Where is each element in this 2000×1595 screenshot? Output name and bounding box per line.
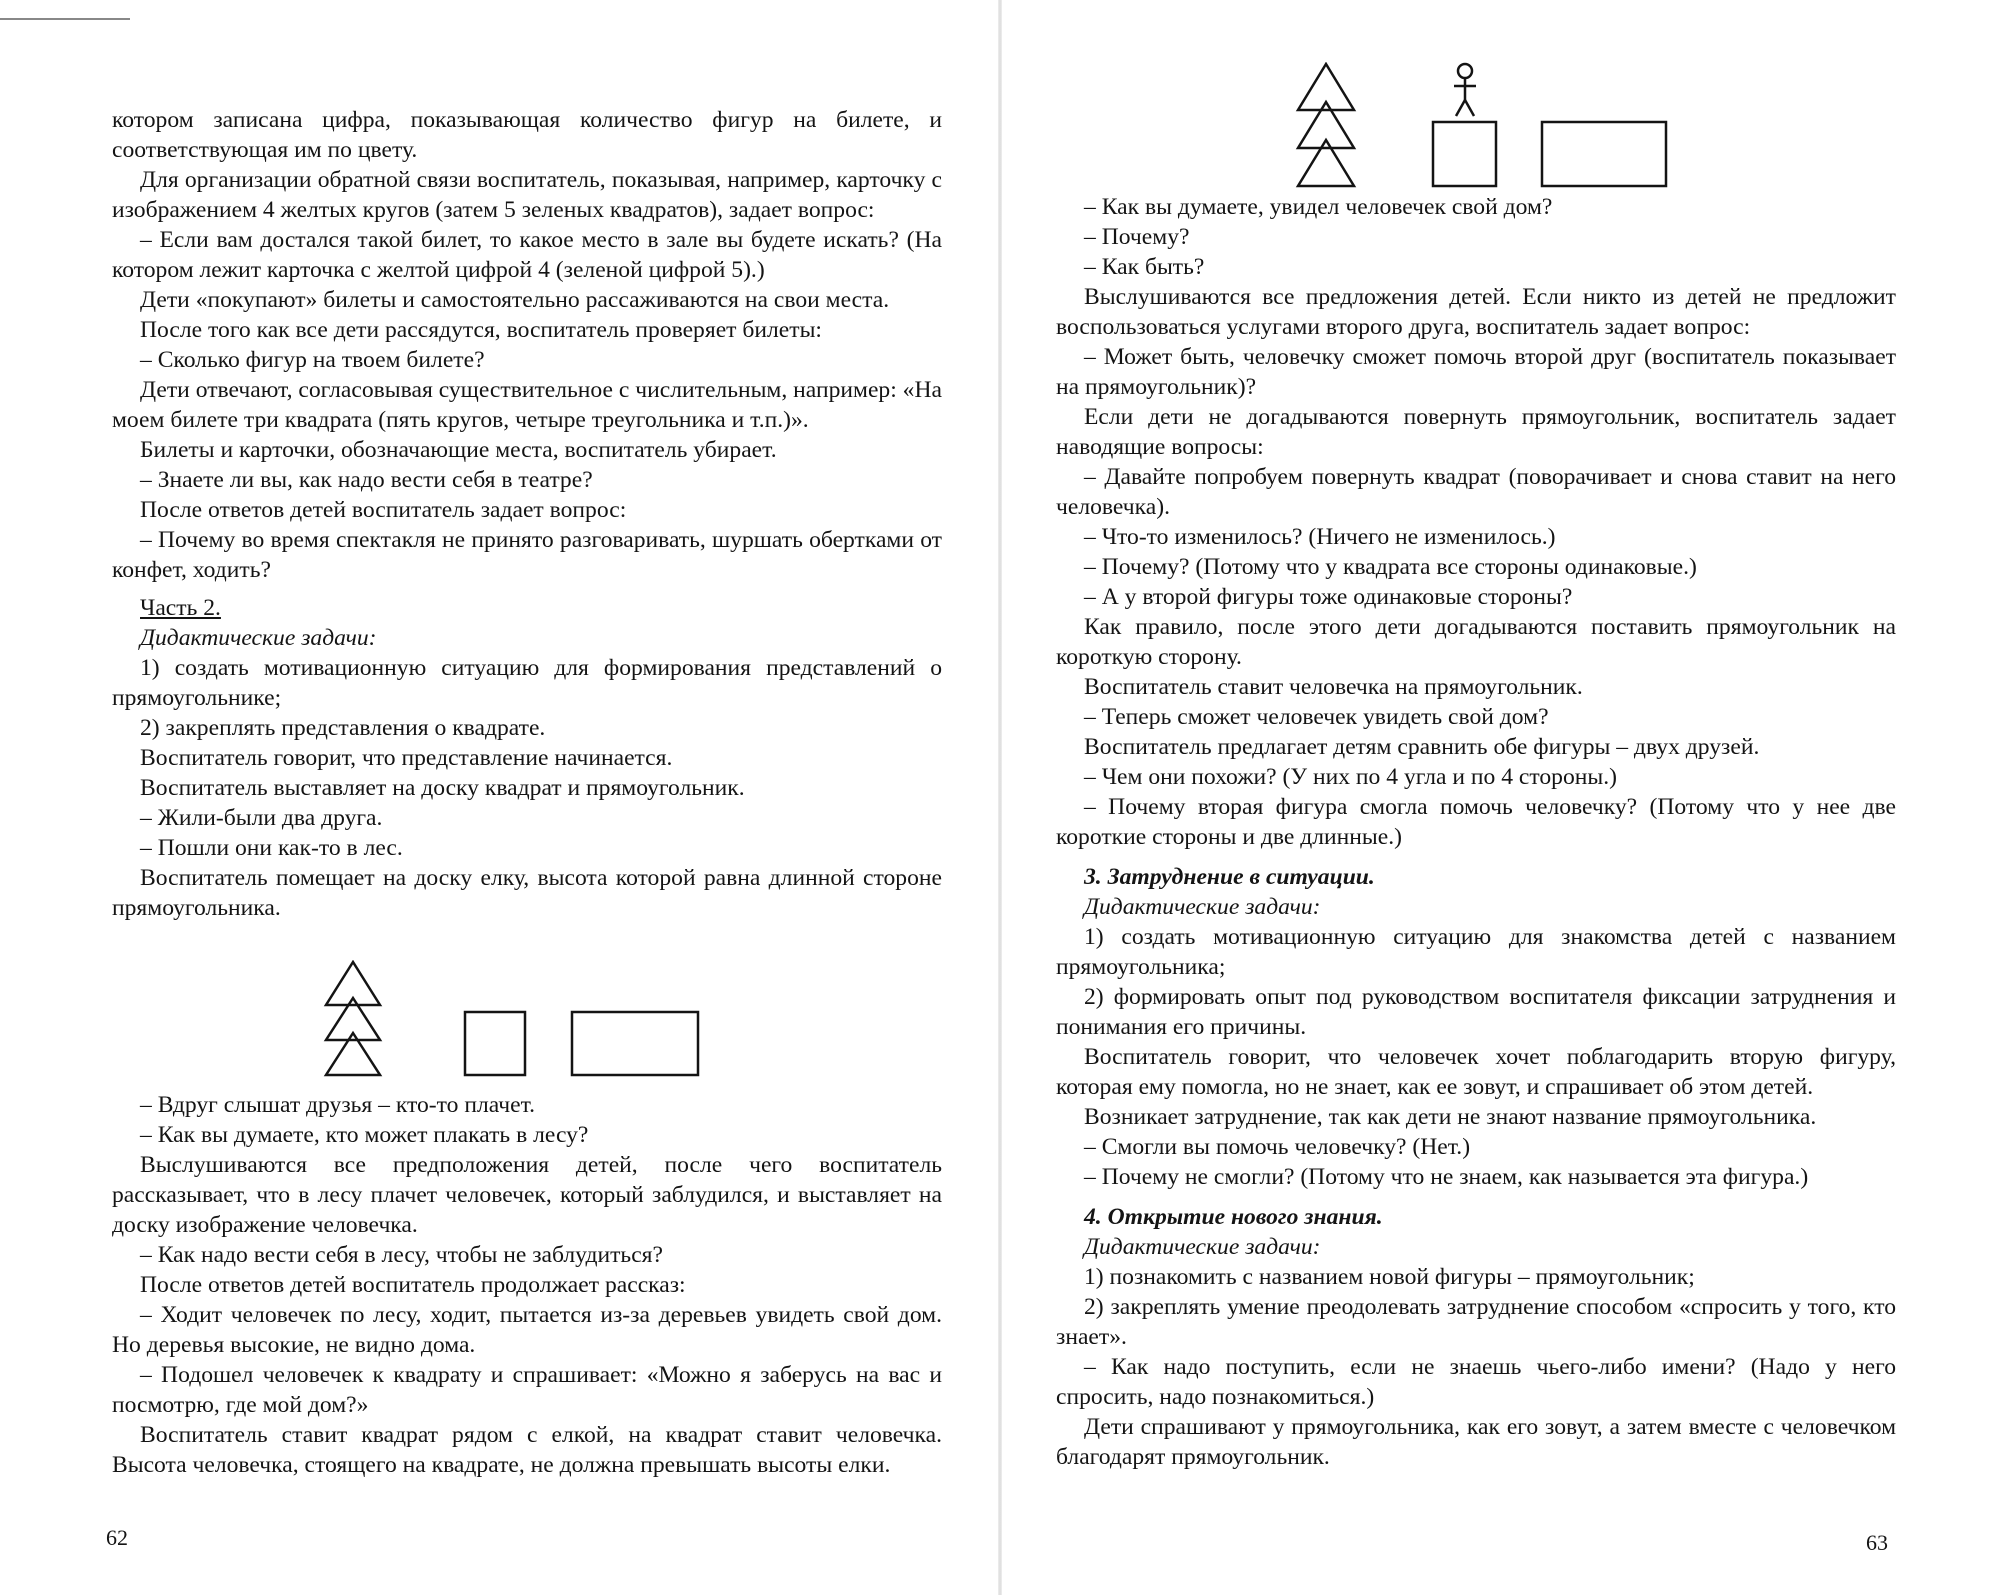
paragraph: Дети отвечают, согласовывая существительное с числительным, например: «На моем билете три квадрата (пять кругов, четыре треугольника и т.п.)». (112, 377, 942, 433)
section-title: 3. Затруднение в ситуации. (1084, 864, 1375, 890)
paragraph: – Давайте попробуем повернуть квадрат (поворачивает и снова ставит на него человечка). (1056, 464, 1896, 520)
tree-square-rectangle-figure (320, 960, 720, 1090)
tree-man-rectangle-figure (1290, 62, 1670, 192)
rectangle-icon (1542, 122, 1666, 186)
paragraph: – А у второй фигуры тоже одинаковые стороны? (1084, 584, 1573, 610)
paragraph: Воспитатель предлагает детям сравнить обе фигуры – двух друзей. (1084, 734, 1760, 760)
tasks-label: Дидактические задачи: (140, 625, 377, 651)
left-text-block-a (112, 105, 942, 923)
paragraph: – Почему вторая фигура смогла помочь человечку? (Потому что у нее две короткие стороны и две длинные.) (1056, 794, 1896, 850)
right-page (1000, 0, 2000, 1595)
section-title: 4. Открытие нового знания. (1084, 1204, 1383, 1230)
paragraph: – Как быть? (1084, 254, 1205, 280)
paragraph: Билеты и карточки, обозначающие места, воспитатель убирает. (140, 437, 777, 463)
paragraph: – Что-то изменилось? (Ничего не изменилось.) (1084, 524, 1556, 550)
paragraph: Если дети не догадываются повернуть прямоугольник, воспитатель задает наводящие вопросы: (1056, 404, 1896, 460)
right-text-block (1056, 192, 1896, 1472)
paragraph: – Почему во время спектакля не принято разговаривать, шуршать обертками от конфет, ходить? (112, 527, 942, 583)
paragraph: После ответов детей воспитатель задает вопрос: (140, 497, 627, 523)
tasks-label: Дидактические задачи: (1084, 1234, 1321, 1260)
paragraph: – Как надо вести себя в лесу, чтобы не заблудиться? (140, 1242, 663, 1268)
paragraph: Воспитатель говорит, что человечек хочет поблагодарить вторую фигуру, которая ему помогла, но не знает, как ее зовут, и спрашивает об этом детей. (1056, 1044, 1896, 1100)
paragraph: – Чем они похожи? (У них по 4 угла и по 4 стороны.) (1084, 764, 1618, 790)
rectangle-icon (572, 1012, 698, 1075)
square-icon (465, 1012, 525, 1075)
paragraph: Возникает затруднение, так как дети не знают название прямоугольника. (1084, 1104, 1817, 1130)
paragraph: – Почему? (Потому что у квадрата все стороны одинаковые.) (1084, 554, 1697, 580)
paragraph: Воспитатель выставляет на доску квадрат и прямоугольник. (140, 775, 745, 801)
paragraph: – Как вы думаете, увидел человечек свой дом? (1084, 194, 1553, 220)
left-text-block-b (112, 1090, 942, 1480)
paragraph: Дети «покупают» билеты и самостоятельно рассаживаются на свои места. (140, 287, 890, 313)
page-number: 63 (1866, 1530, 1888, 1555)
paragraph: Воспитатель говорит, что представление начинается. (140, 745, 673, 771)
page-number: 62 (106, 1525, 128, 1550)
paragraph: 1) создать мотивационную ситуацию для знакомства детей с названием прямоугольника; (1056, 924, 1896, 980)
paragraph: Воспитатель ставит квадрат рядом с елкой, на квадрат ставит человечка. Высота человечка, стоящего на квадрате, не должна превышать высоты елки. (112, 1422, 942, 1478)
paragraph: 2) закреплять умение преодолевать затруднение способом «спросить у того, кто знает». (1056, 1294, 1896, 1350)
paragraph: После ответов детей воспитатель продолжает рассказ: (140, 1272, 686, 1298)
paragraph: – Может быть, человечку сможет помочь второй друг (воспитатель показывает на прямоугольник)? (1056, 344, 1896, 400)
little-man-icon (1454, 64, 1476, 116)
paragraph: – Подошел человечек к квадрату и спрашивает: «Можно я заберусь на вас и посмотрю, где мой дом?» (112, 1362, 942, 1418)
paragraph: – Ходит человечек по лесу, ходит, пытается из-за деревьев увидеть свой дом. Но деревья высокие, не видно дома. (112, 1302, 942, 1358)
paragraph: Как правило, после этого дети догадываются поставить прямоугольник на короткую сторону. (1056, 614, 1896, 670)
part-title: Часть 2. (140, 595, 221, 621)
paragraph: – Вдруг слышат друзья – кто-то плачет. (140, 1092, 536, 1118)
paragraph: 1) познакомить с названием новой фигуры – прямоугольник; (1084, 1264, 1695, 1290)
paragraph: – Если вам достался такой билет, то какое место в зале вы будете искать? (На котором лежит карточка с желтой цифрой 4 (зеленой цифрой 5).) (112, 227, 942, 283)
paragraph: – Как надо поступить, если не знаешь чьего-либо имени? (Надо у него спросить, надо познакомиться.) (1056, 1354, 1896, 1410)
paragraph: Дети спрашивают у прямоугольника, как его зовут, а затем вместе с человечком благодарят прямоугольник. (1056, 1414, 1896, 1470)
paragraph: 1) создать мотивационную ситуацию для формирования представлений о прямоугольнике; (112, 655, 942, 711)
paragraph: котором записана цифра, показывающая количество фигур на билете, и соответствующая им по цвету. (112, 107, 942, 163)
paragraph: – Почему не смогли? (Потому что не знаем, как называется эта фигура.) (1084, 1164, 1809, 1190)
paragraph: 2) закреплять представления о квадрате. (140, 715, 546, 741)
paragraph: – Жили-были два друга. (140, 805, 383, 831)
paragraph: – Сколько фигур на твоем билете? (140, 347, 485, 373)
paragraph: – Теперь сможет человечек увидеть свой дом? (1084, 704, 1549, 730)
paragraph: 2) формировать опыт под руководством воспитателя фиксации затруднения и понимания его причины. (1056, 984, 1896, 1040)
paragraph: – Смогли вы помочь человечку? (Нет.) (1084, 1134, 1471, 1160)
paragraph: – Почему? (1084, 224, 1190, 250)
paragraph: Для организации обратной связи воспитатель, показывая, например, карточку с изображением 4 желтых кругов (затем 5 зеленых квадратов), задает вопрос: (112, 167, 942, 223)
paragraph: После того как все дети рассядутся, воспитатель проверяет билеты: (140, 317, 822, 343)
paragraph: Воспитатель помещает на доску елку, высота которой равна длинной стороне прямоугольника. (112, 865, 942, 921)
paragraph: Выслушиваются все предположения детей, после чего воспитатель рассказывает, что в лесу плачет человечек, который заблудился, и выставляет на доску изображение человечка. (112, 1152, 942, 1238)
paragraph: Воспитатель ставит человечка на прямоугольник. (1084, 674, 1583, 700)
square-icon (1433, 122, 1496, 186)
paragraph: – Как вы думаете, кто может плакать в лесу? (140, 1122, 589, 1148)
paragraph: – Пошли они как-то в лес. (140, 835, 403, 861)
tasks-label: Дидактические задачи: (1084, 894, 1321, 920)
paragraph: – Знаете ли вы, как надо вести себя в театре? (140, 467, 593, 493)
paragraph: Выслушиваются все предложения детей. Если никто из детей не предложит воспользоваться услугами второго друга, воспитатель задает вопрос: (1056, 284, 1896, 340)
